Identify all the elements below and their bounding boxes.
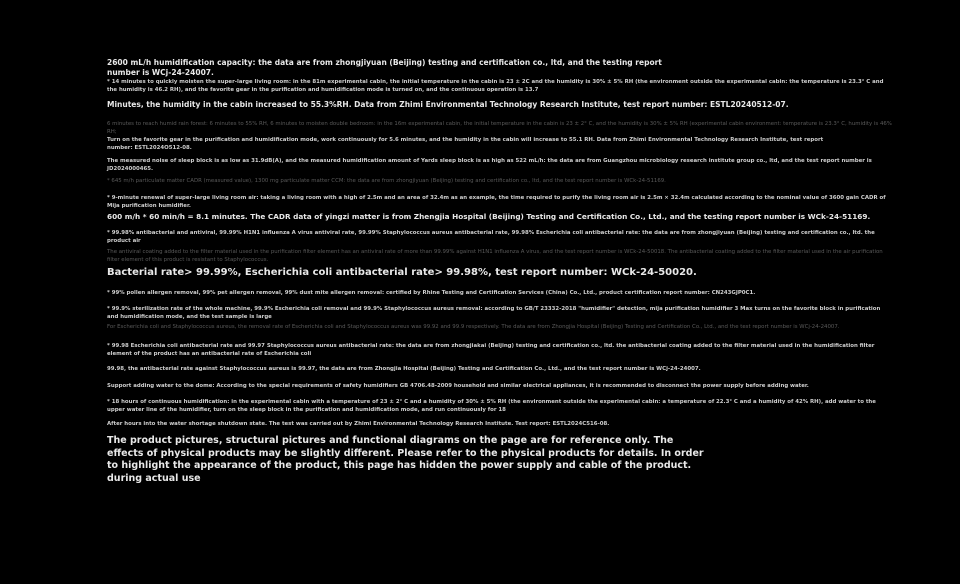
note-humidification-capacity: 2600 mL/h humidification capacity: the data are from zhongjiyuan (Beijing) testing and certification co., ltd, and the testing report number is WCj-24-24007. (107, 58, 662, 77)
note-antiviral: * 99.98% antibacterial and antiviral, 99.99% H1N1 influenza A virus antiviral rate, 99.99% Staphylococcus aureus antibacterial rate, 99.98% Escherichia coli antibacterial rate: the data are from zhongjiyuan (Beijing) testing and certification co., ltd. the product air (107, 230, 875, 244)
note-living-room-renewal: * 9-minute renewal of super-large living room air: taking a living room with a high of 2.5m and an area of 32.4m as an example, the time required to purify the living room air is 2.5m × 32.4m calculated according to the nominal value of 3600 gain CADR of Mija purification humidifier. (107, 195, 886, 209)
note-humidity-increase: Minutes, the humidity in the cabin increased to 55.3%RH. Data from Zhimi Environmental Technology Research Institute, test report number: ESTL20240512-07. (107, 100, 789, 109)
note-favorite-gear: Turn on the favorite gear in the purification and humidification mode, work continuously for 5.6 minutes, and the humidity in the cabin will increase to 55.1 RH. Data from Zhimi Environmental Technology Research Institute, test report number: ESTL2024O512-08. (107, 137, 824, 151)
note-living-room-moisten: * 14 minutes to quickly moisten the super-large living room: in the 81m experimental cabin, the initial temperature in the cabin is 23 ± 2C and the humidity is 30% ± 5% RH (the environment outside the experimental cabin: the temperature is 23.3° C and the humidity is 46.2 RH), and the favorite gear in the purification and humidification mode is turned on, and the continuous operation is 13.7 (107, 79, 884, 93)
note-particulate-cadr: * 645 m/h particulate matter CADR (measured value), 1300 mg particulate matter CCM: the data are from zhongjiyuan (Beijing) testing and certification co., ltd, and the test report number is WCk-24-51169. (107, 178, 666, 184)
note-allergen-removal: * 99% pollen allergen removal, 99% pet allergen removal, 99% dust mite allergen removal: certified by Rhine Testing and Certification Services (China) Co., Ltd., product certification report number: CN243GJP0C1. (107, 290, 756, 296)
note-water-shortage: After hours into the water shortage shutdown state. The test was carried out by Zhimi Environmental Technology Research Institute. Test report: ESTL2024C516-08. (107, 421, 610, 427)
note-removal-rate: For Escherichia coli and Staphylococcus aureus, the removal rate of Escherichia coli and Staphylococcus aureus was 99.92 and 99.9 respectively. The data are from Zhongjia Hospital (Beijing) Testing and Certification Co., Ltd., and the test report number is WCj-24-24007. (107, 324, 840, 330)
note-bedroom-moisten: 6 minutes to reach humid rain forest: 6 minutes to 55% RH, 6 minutes to moisten double bedroom: in the 16m experimental cabin, the initial temperature in the cabin is 23 ± 2° C, and the humidity is 30% ± 5% RH (experimental cabin environment: temperature is 23.3° C, humidity is 46% RH; (107, 121, 892, 135)
note-reference-disclaimer: The product pictures, structural pictures and functional diagrams on the page are for reference only. The effects of physical products may be slightly different. Please refer to the physical products for details. In order to highlight the appearance of the product, this page has hidden the power supply and cable of the product. during actual use (107, 435, 704, 484)
note-staphylococcus-rate: 99.98, the antibacterial rate against Staphylococcus aureus is 99.97, the data are from Zhongjia Hospital (Beijing) Testing and Certification Co., Ltd., and the test report number is WCj-24-24007. (107, 366, 701, 372)
note-bacterial-rate: Bacterial rate> 99.99%, Escherichia coli antibacterial rate> 99.98%, test report number: WCk-24-50020. (107, 267, 697, 278)
note-sterilization-rate: * 99.9% sterilization rate of the whole machine, 99.9% Escherichia coli removal and 99.9% Staphylococcus aureus removal: according to GB/T 23332-2018 "humidifier" detection, mija purification humidifier 3 Max turns on the favorite block in purification and humidification mode, and the test sample is large (107, 306, 881, 320)
note-sleep-noise: The measured noise of sleep block is as low as 31.9dB(A), and the measured humidification amount of Yards sleep block is as high as 522 mL/h: the data are from Guangzhou microbiology research institute group co., ltd, and the test report number is JD2024000465. (107, 158, 872, 172)
note-ecoli-antibacterial: * 99.98 Escherichia coli antibacterial rate and 99.97 Staphylococcus aureus antibacterial rate: the data are from zhongjiakai (Beijing) testing and certification co., ltd. the antibacterial coating added to the filter material used in the humidification filter element of the product has an antibacterial rate of Escherichia coli (107, 343, 875, 357)
note-antiviral-coating: The antiviral coating added to the filter material used in the purification filter element has an antiviral rate of more than 99.99% against H1N1 influenza A virus, and the test report number is WCk-24-50018. The antibacterial coating added to the filter material used in the air purification filter element of this product is resistant to Staphylococcus. (107, 249, 883, 263)
note-cadr-calculation: 600 m/h * 60 min/h = 8.1 minutes. The CADR data of yingzi matter is from Zhengjia Hospital (Beijing) Testing and Certification Co., Ltd., and the testing report number is WCk-24-51169. (107, 212, 871, 221)
note-adding-water: Support adding water to the dome: According to the special requirements of safety humidifiers GB 4706.48-2009 household and similar electrical appliances, it is recommended to disconnect the power supply before adding water. (107, 383, 809, 389)
note-continuous-humidification: * 18 hours of continuous humidification: in the experimental cabin with a temperature of 23 ± 2° C and a humidity of 30% ± 5% RH (the environment outside the experimental cabin: a temperature of 22.3° C and a humidity of 42% RH), add water to the upper water line of the humidifier, turn on the sleep block in the purification and humidification mode, and run continuously for 18 (107, 399, 876, 413)
